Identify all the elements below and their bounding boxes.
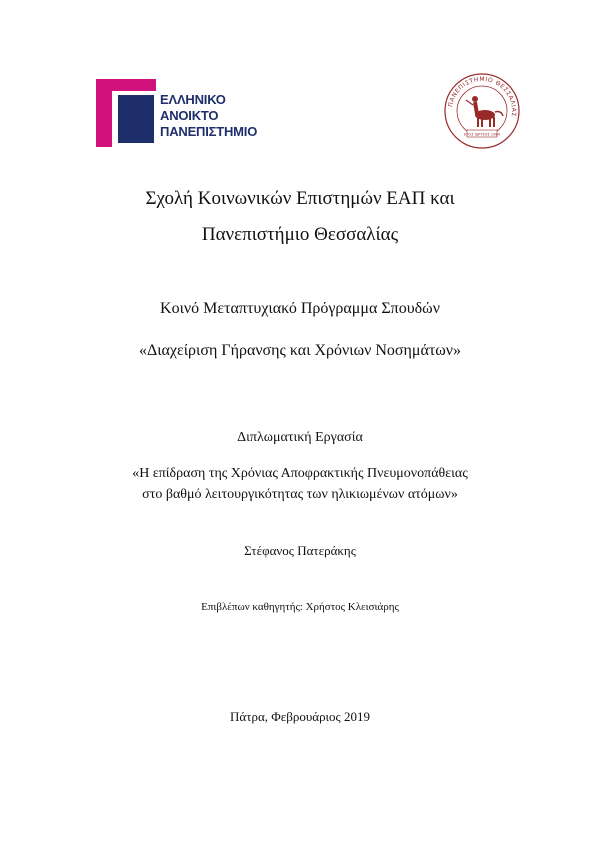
seal-banner-text: ΕΤΟΣ ΙΔΡΥΣΗΣ 1984	[463, 132, 501, 137]
centaur-icon	[466, 96, 503, 127]
hou-mark-icon	[96, 79, 156, 147]
supervisor: Επιβλέπων καθηγητής: Χρήστος Κλεισιάρης	[201, 601, 399, 613]
seal-ring-text: ΠΑΝΕΠΙΣΤΗΜΙΟ ΘΕΣΣΑΛΙΑΣ	[447, 75, 518, 118]
hou-name-line-1: ΕΛΛΗΝΙΚΟ	[160, 92, 226, 107]
thesis-title-line-2: στο βαθμό λειτουργικότητας των ηλικιωμένων ατόμων»	[142, 487, 458, 502]
author-name: Στέφανος Πατεράκης	[244, 543, 356, 558]
thesis-type: Διπλωματική Εργασία	[237, 430, 363, 445]
place-date: Πάτρα, Φεβρουάριος 2019	[230, 709, 370, 724]
hou-name	[160, 92, 257, 140]
school-name-line-1: Σχολή Κοινωνικών Επιστημών ΕΑΠ και	[145, 188, 455, 209]
school-name-line-2: Πανεπιστήμιο Θεσσαλίας	[201, 224, 399, 245]
program-name-line-1: Κοινό Μεταπτυχιακό Πρόγραμμα Σπουδών	[160, 300, 440, 317]
hou-name-line-3: ΠΑΝΕΠΙΣΤΗΜΙΟ	[160, 124, 258, 139]
university-of-thessaly-seal	[443, 72, 521, 150]
hou-name-line-2: ΑΝΟΙΚΤΟ	[160, 108, 219, 123]
hellenic-open-university-logo	[96, 79, 286, 147]
thesis-title-line-1: «Η επίδραση της Χρόνιας Αποφρακτικής Πνευμονοπάθειας	[132, 466, 468, 481]
program-name-line-2: «Διαχείριση Γήρανσης και Χρόνιων Νοσημάτων»	[138, 342, 462, 359]
